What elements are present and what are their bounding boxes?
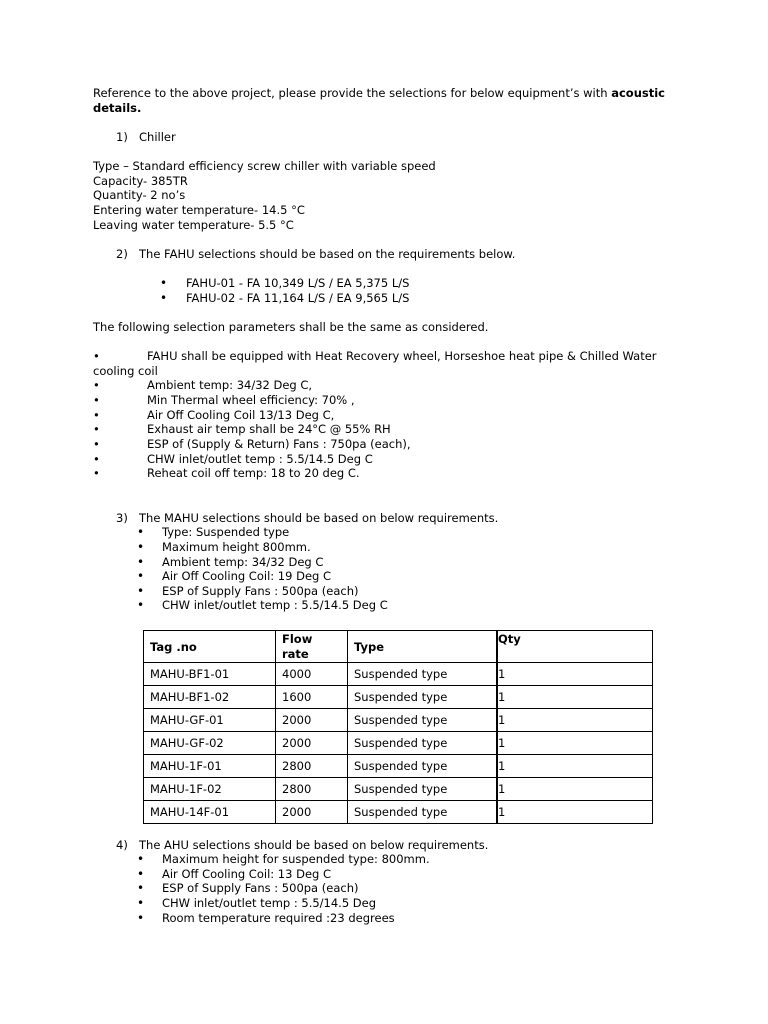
cell-type: Suspended type — [348, 709, 498, 732]
ahu-item: Maximum height for suspended type: 800mm. — [162, 852, 430, 866]
cell-qty: 1 — [497, 686, 653, 709]
bullet-icon: • — [137, 911, 145, 925]
bullet-icon: • — [93, 393, 100, 407]
section-title-fahu: The FAHU selections should be based on the requirements below. — [139, 247, 516, 261]
ahu-item: Room temperature required :23 degrees — [162, 911, 395, 925]
cell-type: Suspended type — [348, 732, 498, 755]
cell-qty: 1 — [497, 755, 653, 778]
section-title-chiller: Chiller — [139, 130, 176, 144]
table-row — [144, 801, 653, 824]
bullet-icon: • — [137, 852, 145, 866]
intro-paragraph — [93, 86, 678, 115]
bullet-icon: • — [93, 437, 100, 451]
mahu-item: Air Off Cooling Coil: 19 Deg C — [162, 569, 332, 583]
ahu-item: CHW inlet/outlet temp : 5.5/14.5 Deg — [162, 896, 377, 910]
header-type: Type — [348, 631, 498, 663]
chiller-type-line: Type – Standard efficiency screw chiller with variable speed — [93, 159, 436, 173]
section-title-mahu: The MAHU selections should be based on below requirements. — [139, 511, 499, 525]
cell-tag-no: MAHU-1F-02 — [144, 778, 276, 801]
section-number-chiller: 1) — [116, 130, 128, 144]
fahu-param-item: FAHU shall be equipped with Heat Recovery wheel, Horseshoe heat pipe & Chilled Water — [147, 349, 657, 363]
table-row — [144, 778, 653, 801]
cell-type: Suspended type — [348, 663, 498, 686]
chiller-leaving-temp-line: Leaving water temperature- 5.5 °C — [93, 218, 294, 232]
section-number-mahu: 3) — [116, 511, 128, 525]
mahu-item: Maximum height 800mm. — [162, 540, 311, 554]
cell-type: Suspended type — [348, 778, 498, 801]
bullet-icon: • — [93, 422, 100, 436]
bullet-icon: • — [160, 291, 168, 305]
table-row — [144, 755, 653, 778]
cell-flow-rate: 2800 — [276, 778, 348, 801]
bullet-icon: • — [93, 349, 100, 363]
mahu-item: Ambient temp: 34/32 Deg C — [162, 555, 324, 569]
cell-flow-rate: 2800 — [276, 755, 348, 778]
cell-qty: 1 — [497, 663, 653, 686]
bullet-icon: • — [137, 867, 145, 881]
table-row — [144, 663, 653, 686]
table-row — [144, 686, 653, 709]
cell-tag-no: MAHU-GF-01 — [144, 709, 276, 732]
section-title-ahu: The AHU selections should be based on below requirements. — [139, 838, 489, 852]
intro-bold-text: acoustic details. — [93, 86, 665, 115]
cell-tag-no: MAHU-BF1-01 — [144, 663, 276, 686]
section-number-fahu: 2) — [116, 247, 128, 261]
bullet-icon: • — [137, 525, 145, 539]
cell-flow-rate: 2000 — [276, 709, 348, 732]
bullet-icon: • — [93, 452, 100, 466]
mahu-item: ESP of Supply Fans : 500pa (each) — [162, 584, 359, 598]
cell-qty: 1 — [497, 732, 653, 755]
cell-type: Suspended type — [348, 755, 498, 778]
cell-flow-rate: 2000 — [276, 801, 348, 824]
cell-qty: 1 — [497, 778, 653, 801]
header-tag-no: Tag .no — [144, 631, 276, 663]
cell-qty: 1 — [497, 801, 653, 824]
mahu-table — [143, 630, 653, 824]
fahu-param-item-continued: cooling coil — [93, 364, 158, 378]
bullet-icon: • — [137, 896, 145, 910]
fahu-param-item: Exhaust air temp shall be 24°C @ 55% RH — [147, 422, 391, 436]
cell-tag-no: MAHU-BF1-02 — [144, 686, 276, 709]
cell-tag-no: MAHU-GF-02 — [144, 732, 276, 755]
mahu-item: Type: Suspended type — [162, 525, 290, 539]
bullet-icon: • — [93, 466, 100, 480]
section-number-ahu: 4) — [116, 838, 128, 852]
bullet-icon: • — [137, 598, 145, 612]
fahu-item: FAHU-02 - FA 11,164 L/S / EA 9,565 L/S — [186, 291, 410, 305]
cell-qty: 1 — [497, 709, 653, 732]
fahu-param-item: Min Thermal wheel efficiency: 70% , — [147, 393, 355, 407]
fahu-params-intro: The following selection parameters shall be the same as considered. — [93, 320, 489, 334]
bullet-icon: • — [137, 569, 145, 583]
bullet-icon: • — [137, 540, 145, 554]
cell-type: Suspended type — [348, 686, 498, 709]
fahu-param-item: CHW inlet/outlet temp : 5.5/14.5 Deg C — [147, 452, 373, 466]
cell-flow-rate: 1600 — [276, 686, 348, 709]
bullet-icon: • — [137, 584, 145, 598]
header-qty: Qty — [497, 631, 653, 663]
fahu-param-item: Air Off Cooling Coil 13/13 Deg C, — [147, 408, 335, 422]
bullet-icon: • — [137, 881, 145, 895]
cell-flow-rate: 2000 — [276, 732, 348, 755]
chiller-entering-temp-line: Entering water temperature- 14.5 °C — [93, 203, 305, 217]
ahu-item: Air Off Cooling Coil: 13 Deg C — [162, 867, 332, 881]
bullet-icon: • — [160, 276, 168, 290]
table-row — [144, 709, 653, 732]
bullet-icon: • — [137, 555, 145, 569]
fahu-param-item: ESP of (Supply & Return) Fans : 750pa (each), — [147, 437, 411, 451]
bullet-icon: • — [93, 378, 100, 392]
mahu-item: CHW inlet/outlet temp : 5.5/14.5 Deg C — [162, 598, 388, 612]
cell-flow-rate: 4000 — [276, 663, 348, 686]
table-header-row — [144, 631, 653, 663]
header-flow-rate: Flow rate — [276, 631, 348, 663]
intro-text: Reference to the above project, please provide the selections for below equipment’s with — [93, 86, 612, 100]
chiller-capacity-line: Capacity- 385TR — [93, 174, 188, 188]
ahu-item: ESP of Supply Fans : 500pa (each) — [162, 881, 359, 895]
fahu-param-item: Ambient temp: 34/32 Deg C, — [147, 378, 313, 392]
cell-tag-no: MAHU-1F-01 — [144, 755, 276, 778]
bullet-icon: • — [93, 408, 100, 422]
fahu-item: FAHU-01 - FA 10,349 L/S / EA 5,375 L/S — [186, 276, 410, 290]
fahu-param-item: Reheat coil off temp: 18 to 20 deg C. — [147, 466, 360, 480]
table-row — [144, 732, 653, 755]
cell-type: Suspended type — [348, 801, 498, 824]
cell-tag-no: MAHU-14F-01 — [144, 801, 276, 824]
chiller-quantity-line: Quantity- 2 no’s — [93, 188, 186, 202]
